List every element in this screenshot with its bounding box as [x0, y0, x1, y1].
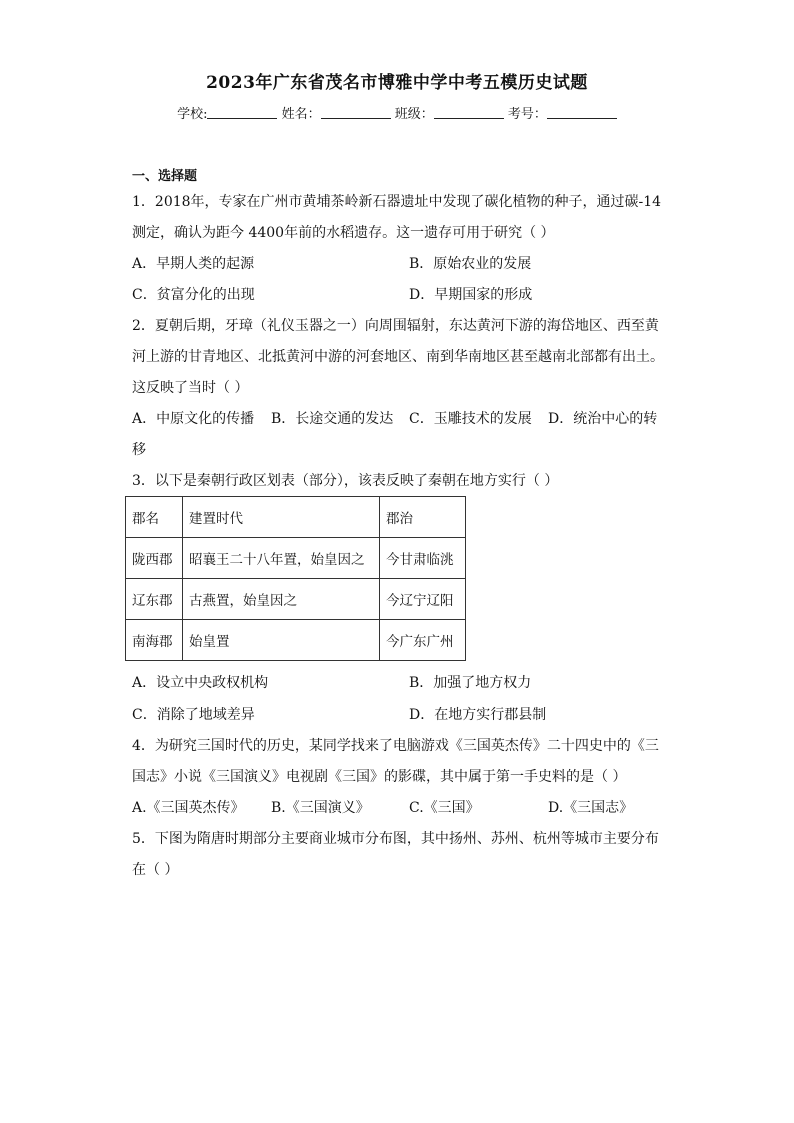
q3-option-b[interactable]: B．加强了地方权力 [409, 675, 532, 691]
table-cell: 今甘肃临洮 [380, 538, 466, 579]
table-header-cell: 郡治 [380, 497, 466, 538]
table-cell: 陇西郡 [126, 538, 183, 579]
number-blank[interactable] [547, 106, 617, 119]
q2-stem-line-2: 河上游的甘青地区、北抵黄河中游的河套地区、南到华南地区甚至越南北部都有出土。 [132, 349, 664, 365]
q5-stem-line-1: 5．下图为隋唐时期部分主要商业城市分布图，其中扬州、苏州、杭州等城市主要分布 [132, 831, 659, 847]
section-heading: 一、选择题 [132, 169, 198, 184]
table-cell: 辽东郡 [126, 579, 183, 620]
q2-option-b[interactable]: B．长途交通的发达 [271, 411, 394, 427]
q3-option-a[interactable]: A．设立中央政权机构 [132, 675, 269, 691]
table-cell: 今辽宁辽阳 [380, 579, 466, 620]
q1-stem-line-2: 测定，确认为距今 4400年前的水稻遗存。这一遗存可用于研究（ ） [132, 225, 555, 241]
q1-option-d[interactable]: D．早期国家的形成 [409, 287, 533, 303]
q1-option-a[interactable]: A．早期人类的起源 [132, 256, 255, 272]
table-row [126, 620, 466, 661]
q3-stem-line-1: 3．以下是秦朝行政区划表（部分），该表反映了秦朝在地方实行（ ） [132, 473, 559, 489]
q2-stem-line-1: 2．夏朝后期，牙璋（礼仪玉器之一）向周围辐射，东达黄河下游的海岱地区、西至黄 [132, 318, 659, 334]
q4-stem-line-1: 4．为研究三国时代的历史，某同学找来了电脑游戏《三国英杰传》二十四史中的《三 [132, 738, 659, 754]
q5-stem-line-2: 在（ ） [132, 862, 179, 878]
q2-option-d-wrap: 移 [132, 442, 146, 458]
table-row [126, 538, 466, 579]
table-cell: 南海郡 [126, 620, 183, 661]
q4-option-b[interactable]: B.《三国演义》 [271, 800, 370, 816]
q2-option-a[interactable]: A．中原文化的传播 [132, 411, 255, 427]
q2-option-d[interactable]: D．统治中心的转 [548, 411, 658, 427]
q4-stem-line-2: 国志》小说《三国演义》电视剧《三国》的影碟，其中属于第一手史料的是（ ） [132, 769, 627, 785]
q2-stem-line-3: 这反映了当时（ ） [132, 380, 249, 396]
school-blank[interactable] [207, 106, 277, 119]
q3-option-d[interactable]: D．在地方实行郡县制 [409, 707, 547, 723]
q1-option-c[interactable]: C．贫富分化的出现 [132, 287, 255, 303]
table-cell: 今广东广州 [380, 620, 466, 661]
q3-option-c[interactable]: C．消除了地域差异 [132, 707, 255, 723]
table-cell: 昭襄王二十八年置，始皇因之 [183, 538, 380, 579]
table-header-cell: 建置时代 [183, 497, 380, 538]
table-row [126, 579, 466, 620]
q4-option-d[interactable]: D.《三国志》 [548, 800, 634, 816]
table-cell: 古燕置，始皇因之 [183, 579, 380, 620]
class-label: 班级： [394, 107, 434, 122]
q2-option-c[interactable]: C．玉雕技术的发展 [409, 411, 532, 427]
prefecture-table [125, 496, 466, 661]
exam-title: 2023年广东省茂名市博雅中学中考五模历史试题 [206, 73, 588, 93]
q4-option-c[interactable]: C.《三国》 [409, 800, 480, 816]
class-blank[interactable] [434, 106, 504, 119]
name-label: 姓名： [281, 107, 321, 122]
table-cell: 始皇置 [183, 620, 380, 661]
table-header-cell: 郡名 [126, 497, 183, 538]
school-label: 学校: [177, 107, 208, 122]
table-header-row [126, 497, 466, 538]
name-blank[interactable] [321, 106, 391, 119]
number-label: 考号： [507, 107, 547, 122]
q4-option-a[interactable]: A.《三国英杰传》 [132, 800, 245, 816]
q1-option-b[interactable]: B．原始农业的发展 [409, 256, 532, 272]
student-info-line [0, 103, 794, 122]
q1-stem-line-1: 1．2018年，专家在广州市黄埔茶岭新石器遗址中发现了碳化植物的种子，通过碳-14 [132, 194, 662, 210]
